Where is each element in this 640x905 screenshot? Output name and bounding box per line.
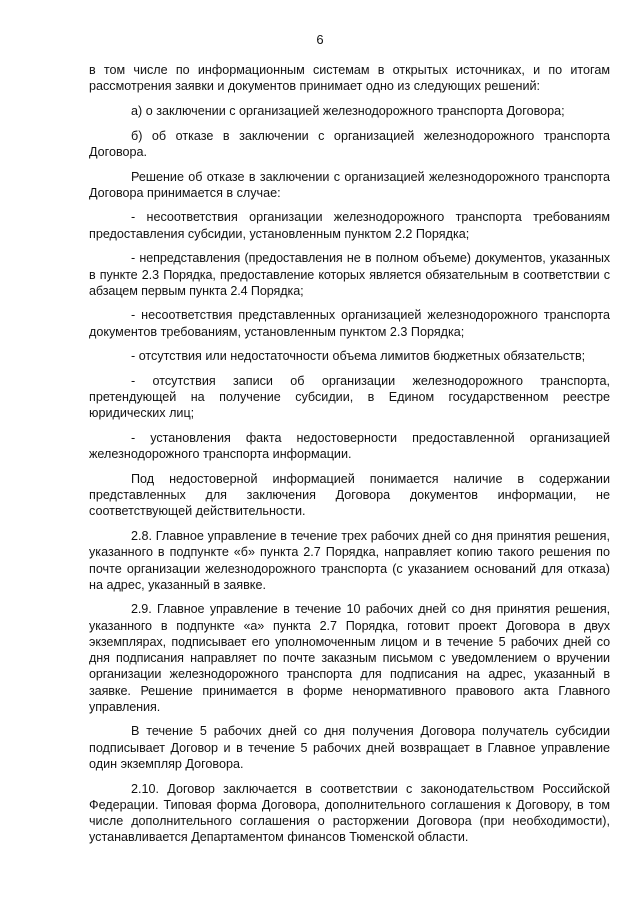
paragraph-clause-2-10: 2.10. Договор заключается в соответствии с законодательством Российской Федерации. Типовая форма Договора, дополнительного соглашения к Договору, в том числе дополнительного соглашения о расторжении Договора (при необходимости), устанавливается Департаментом финансов Тюменской области.: [89, 781, 610, 845]
paragraph-continuation: в том числе по информационным системам в открытых источниках, и по итогам рассмотрения заявки и документов принимает одно из следующих решений:: [89, 63, 610, 94]
list-item-missing-documents: - непредставления (предоставления не в полном объеме) документов, указанных в пункте 2.3 Порядка, предоставление которых является обязательным в соответствии с абзацем первым пункта 2.4 Порядка;: [89, 251, 610, 298]
list-item-nonconformity-requirements: - несоответствия организации железнодорожного транспорта требованиям предоставления субсидии, установленным пунктом 2.2 Порядка;: [89, 210, 610, 241]
paragraph-option-b: б) об отказе в заключении с организацией железнодорожного транспорта Договора.: [89, 128, 610, 159]
paragraph-option-a: а) о заключении с организацией железнодорожного транспорта Договора;: [131, 103, 565, 118]
page-number: 6: [316, 32, 324, 47]
list-item-insufficient-limits: - отсутствия или недостаточности объема лимитов бюджетных обязательств;: [131, 349, 586, 364]
list-item-unreliable-information: - установления факта недостоверности предоставленной организацией железнодорожного транспорта информации.: [89, 431, 610, 462]
list-item-no-registry-record: - отсутствия записи об организации железнодорожного транспорта, претендующей на получение субсидии, в Едином государственном реестре юридических лиц;: [89, 374, 610, 421]
document-body: [89, 62, 610, 854]
paragraph-clause-2-9: 2.9. Главное управление в течение 10 рабочих дней со дня принятия решения, указанного в подпункте «а» пункта 2.7 Порядка, готовит проект Договора в двух экземплярах, подписывает его уполномоченным лицом и в течение 5 рабочих дней со дня подписания направляет по почте заказным письмом с уведомлением о вручении организации железнодорожного транспорта для подписания на адрес, указанный в заявке. Решение принимается в форме ненормативного правового акта Главного управления.: [89, 602, 610, 714]
paragraph-unreliable-definition: Под недостоверной информацией понимается наличие в содержании представленных для заключения Договора документов информации, не соответствующей действительности.: [89, 472, 610, 519]
paragraph-clause-2-8: 2.8. Главное управление в течение трех рабочих дней со дня принятия решения, указанного в подпункте «б» пункта 2.7 Порядка, направляет копию такого решения по почте организации железнодорожного транспорта (с указанием оснований для отказа) на адрес, указанный в заявке.: [89, 529, 610, 592]
paragraph-signing-deadline: В течение 5 рабочих дней со дня получения Договора получатель субсидии подписывает Договор и в течение 5 рабочих дней возвращает в Главное управление один экземпляр Договора.: [89, 724, 610, 771]
paragraph-refusal-intro: Решение об отказе в заключении с организацией железнодорожного транспорта Договора принимается в случае:: [89, 169, 610, 200]
list-item-nonconformity-documents: - несоответствия представленных организацией железнодорожного транспорта документов требованиям, установленным пунктом 2.3 Порядка;: [89, 308, 610, 339]
